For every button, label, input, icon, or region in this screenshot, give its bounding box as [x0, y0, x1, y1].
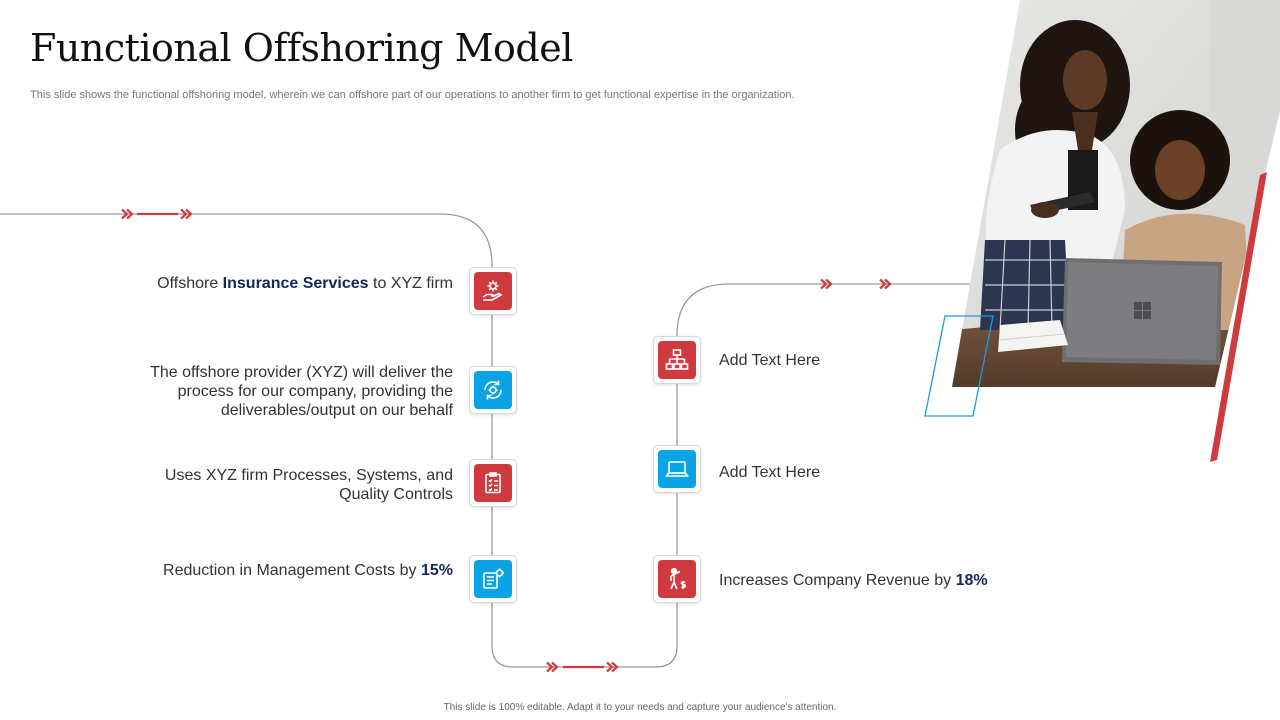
presenter-dollar-icon — [658, 560, 696, 598]
gear-cycle-icon — [474, 371, 512, 409]
step-node-1 — [469, 267, 517, 315]
step-text-7: Increases Company Revenue by 18% — [719, 572, 988, 589]
step-text-5: Add Text Here — [719, 352, 821, 369]
page-subtitle: This slide shows the functional offshoring model, wherein we can offshore part of our operations to another firm to get functional expertise in the organization. — [30, 89, 795, 101]
step-node-2 — [469, 366, 517, 414]
clipboard-icon — [474, 464, 512, 502]
step-node-5 — [653, 336, 701, 384]
step-text-1: Offshore Insurance Services to XYZ firm — [157, 275, 453, 292]
step-node-7 — [653, 555, 701, 603]
step-node-4 — [469, 555, 517, 603]
step-text-3: Uses XYZ firm Processes, Systems, and Quality Controls — [164, 467, 453, 503]
report-gear-icon — [474, 560, 512, 598]
step-text-6: Add Text Here — [719, 464, 821, 481]
page-title: Functional Offshoring Model — [30, 26, 573, 70]
step-node-3 — [469, 459, 517, 507]
step-node-6 — [653, 445, 701, 493]
laptop-icon — [658, 450, 696, 488]
hand-gear-icon — [474, 272, 512, 310]
step-text-2: The offshore provider (XYZ) will deliver the process for our company, providing the deliverables/output on our behalf — [150, 364, 453, 419]
footer-note: This slide is 100% editable. Adapt it to your needs and capture your audience's attention. — [443, 702, 837, 713]
org-chart-icon — [658, 341, 696, 379]
step-text-4: Reduction in Management Costs by 15% — [163, 562, 453, 579]
